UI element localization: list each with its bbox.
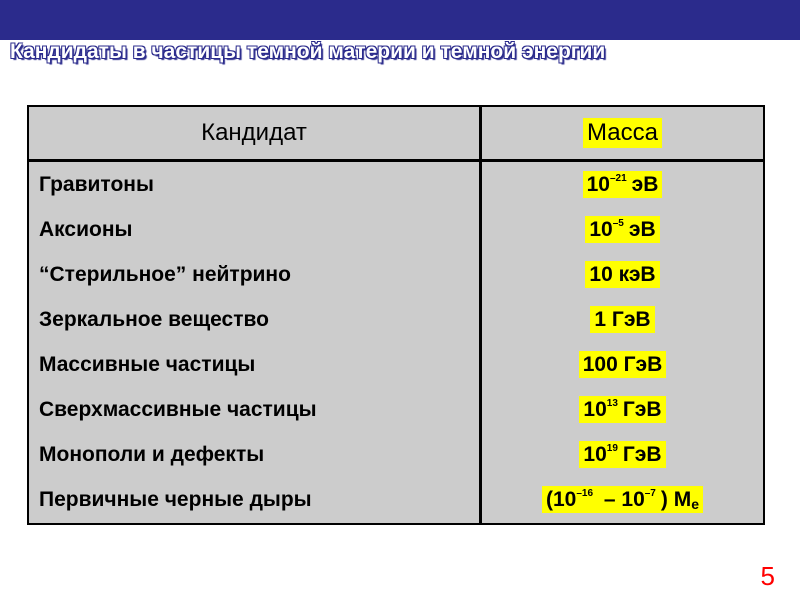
table-header-row [29,107,763,162]
table-row [29,432,763,477]
mass-value: $10^{19}$ ГэВ [579,441,665,468]
table-row [29,252,763,297]
mass-cell [482,342,763,387]
mass-value: $10^{13}$ ГэВ [579,396,665,423]
candidate-name: Зеркальное вещество [39,307,269,331]
table-body [29,162,763,522]
mass-value: 100 ГэВ [579,351,667,378]
mass-value: $10^{-21}$ эВ [583,171,663,198]
candidate-name: Гравитоны [39,172,154,196]
mass-cell [482,207,763,252]
candidate-name: Массивные частицы [39,352,256,376]
mass-value: $10^{-5}$ эВ [585,216,659,243]
candidate-name: “Стерильное” нейтрино [39,262,291,286]
mass-cell [482,387,763,432]
page-number: 5 [760,561,775,591]
candidate-name: Сверхмассивные частицы [39,397,317,421]
header-candidate: Кандидат [201,119,307,146]
header-mass-cell [482,107,763,159]
mass-value: ($10^{-16} - 10^{-7}$ ) $M_e$ [542,486,703,514]
table-row [29,162,763,207]
header-mass: Масса [583,118,662,149]
mass-cell [482,477,763,522]
mass-cell [482,162,763,207]
candidate-name: Первичные черные дыры [39,487,312,511]
mass-value: 10 кэВ [585,261,659,288]
mass-cell [482,297,763,342]
candidate-name: Аксионы [39,217,133,241]
candidate-name: Монополи и дефекты [39,442,265,466]
candidates-table [27,105,765,525]
mass-cell [482,252,763,297]
table-row [29,342,763,387]
mass-value: 1 ГэВ [590,306,654,333]
header-band [0,0,800,40]
table-row [29,477,763,522]
table-row [29,207,763,252]
mass-cell [482,432,763,477]
slide-title: Кандидаты в частицы темной материи и темной энергии [10,40,606,63]
table-row [29,297,763,342]
table-row [29,387,763,432]
